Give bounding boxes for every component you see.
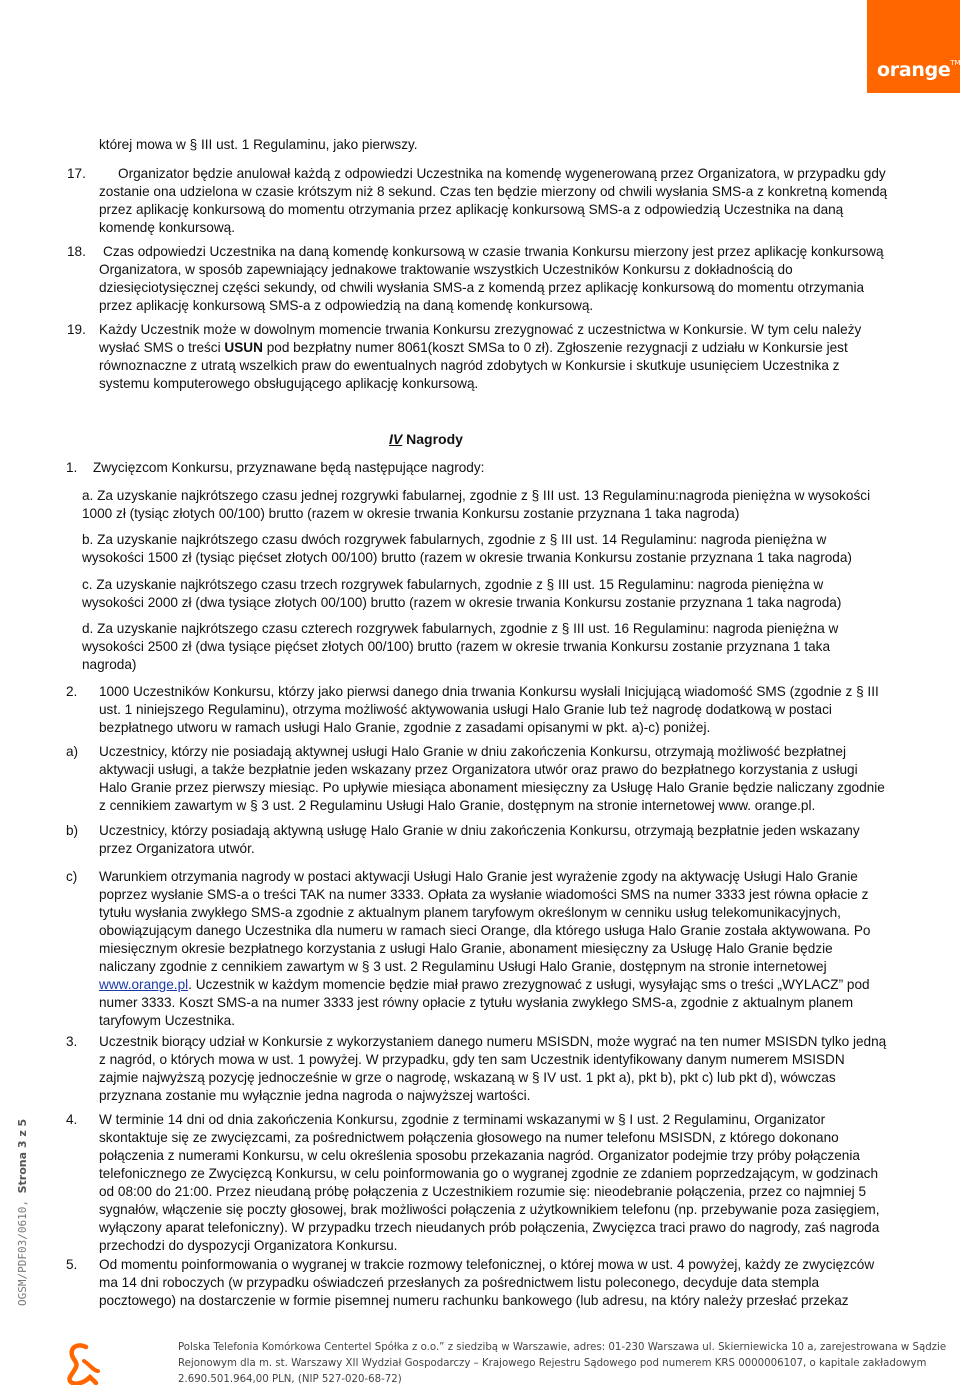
item-number: 17. (67, 166, 86, 181)
intro-line: której mowa w § III ust. 1 Regulaminu, jako pierwszy. (99, 137, 418, 152)
item-number: a) (66, 744, 79, 759)
page-number: Strona 3 z 5 (16, 1118, 29, 1194)
paragraph-19: Każdy Uczestnik może w dowolnym momencie trwania Konkursu zrezygnować z uczestnictwa w Konkursie. W tym celu należy wysłać SMS o treści USUN pod bezpłatny numer 8061(koszt SMSa to 0 zł). Zgłoszenie rezygnacji z udziału w Konkursie jest równoznaczne z utratą wszelkich praw do ewentualnych nagród zdobytych w Konkursie i skutkuje usunięciem Uczestnika z systemu komputerowego obsługującego aplikację konkursową. (99, 322, 862, 391)
prize-d: d. Za uzyskanie najkrótszego czasu czterech rozgrywek fabularnych, zgodnie z § III ust. 16 Regulaminu: nagroda pieniężna w wysokości 2500 zł (dwa tysiące pięćset złotych 00/100) brutto (razem w okresie trwania Konkursu zostanie przyznana 1 taka nagroda) (82, 621, 839, 672)
item-number: 4. (66, 1112, 78, 1127)
item-number: b) (66, 823, 79, 838)
item-number: 18. (67, 244, 86, 259)
item-number: c) (66, 869, 78, 884)
company-footer: Polska Telefonia Komórkowa Centertel Spółka z o.o.” z siedzibą w Warszawie, adres: 01-230 Warszawa ul. Skierniewicka 10 a, zarejestrowana w Sądzie Rejonowym dla m. st. Warszawy XII Wydział Gospodarczy – Krajowego Rejestru Sądowego pod numerem KRS 0000006107, o kapitale zakładowym 2.690.501.964,00 PLN, (NIP 527-020-68-72) (178, 1342, 947, 1385)
orange-logo (867, 0, 960, 93)
logo-text: orange™ (877, 59, 960, 81)
usun-keyword: USUN (224, 340, 263, 355)
section-heading: IV Nagrody (389, 431, 463, 447)
item-number: 5. (66, 1257, 78, 1272)
paragraph-a: Uczestnicy, którzy nie posiadają aktywnej usługi Halo Granie w dniu zakończenia Konkursu, otrzymają możliwość bezpłatnej aktywacji usługi, a także bezpłatnie jeden wskazany przez Organizatora utwór oraz prawo do bezpłatnego korzystania z usługi Halo Granie przez pierwszy miesiąc. Po upływie miesiąca abonament miesięczny za Usługę Halo Granie będzie naliczany zgodnie z cennikiem zawartym w § 3 ust. 2 Regulaminu Usługi Halo Granie, dostępnym na stronie internetowej www. orange.pl. (99, 744, 885, 813)
prize-a: a. Za uzyskanie najkrótszego czasu jednej rozgrywki fabularnej, zgodnie z § III ust. 13 Regulaminu:nagroda pieniężna w wysokości 1000 zł (tysiąc złotych 00/100) brutto (razem w okresie trwania Konkursu zostanie przyznana 1 taka nagroda) (82, 488, 871, 521)
item-number: 3. (66, 1034, 78, 1049)
orange-website-link[interactable]: www.orange.pl (99, 977, 189, 992)
paragraph-3: Uczestnik biorący udział w Konkursie z wykorzystaniem danego numeru MSISDN, może wygrać na ten numer MSISDN tylko jedną z nagród, o których mowa w ust. 1 powyżej. W przypadku, gdy ten sam Uczestnik identyfikowany danym numerem MSISDN zajmie najwyższą pozycję jednocześnie w grze o nagrodę, wskazaną w § IV ust. 1 pkt a), pkt b), pkt c) lub pkt d), wówczas przyznana zostanie mu wyłącznie jedna nagroda o najwyższej wartości. (99, 1034, 887, 1103)
side-document-code: OGSM/PDF03/0610, Strona 3 z 5 (16, 1118, 29, 1306)
item-number: 1. (66, 460, 78, 475)
paragraph-4: W terminie 14 dni od dnia zakończenia Konkursu, zgodnie z terminami wskazanymi w § I ust. 2 Regulaminu, Organizator skontaktuje się ze zwycięzcami, za pośrednictwem połączenia głosowego na numer telefonu MSISDN, z którego dokonano połączenia z numerami Konkursu, w celu określenia sposobu przekazania nagród. Organizator podejmie trzy próby połączenia telefonicznego ze Zwycięzcą Konkursu, w celu poinformowania go o wygranej zgodnie ze zdaniem poprzedzającym, w godzinach od 08:00 do 21:00. Przez nieudaną próbę połączenia z Uczestnikiem rozumie się: nieodebranie połączenia, przez co najmniej 5 sygnałów, włączenie się poczty głosowej, brak możliwości połączenia z użytkownikiem telefonu (np. przebywanie poza zasięgiem, wyłączony aparat telefoniczny). W przypadku trzech nieudanych prób połączenia, Zwycięzca traci prawo do nagrody, zaś nagroda przechodzi do dyspozycji Organizatora Konkursu. (99, 1112, 880, 1253)
paragraph-c: Warunkiem otrzymania nagrody w postaci aktywacji Usługi Halo Granie jest wyrażenie zgody na aktywację Usługi Halo Granie poprzez wysłanie SMS-a o treści TAK na numer 3333. Opłata za wysłanie wiadomości SMS na numer 3333 jest równa opłacie z tytułu wysłania zwykłego SMS-a zgodnie z aktualnym planem taryfowym określonym w cenniku usług telekomunikacyjnych, obowiązującym danego Uczestnika dla numeru w ramach sieci Orange, dla którego usługa Halo Granie została aktywowana. Po miesięcznym okresie bezpłatnego korzystania z usługi Halo Granie, abonament miesięczny za Usługę Halo Granie będzie naliczany zgodnie z cennikiem zawartym w § 3 ust. 2 Regulaminu Usługi Halo Granie, dostępnym na stronie internetowej www.orange.pl. Uczestnik w każdym momencie będzie miał prawo zrezygnować z usługi, wysyłając sms o treści „WYLACZ” pod numer 3333. Koszt SMS-a na numer 3333 jest równy opłacie z tytułu wysłania zwykłego SMS-a, zgodnie z aktualnym planem taryfowym Uczestnika. (99, 869, 871, 1028)
item-number: 19. (67, 322, 86, 337)
prize-b: b. Za uzyskanie najkrótszego czasu dwóch rozgrywek fabularnych, zgodnie z § III ust. 14 Regulaminu: nagroda pieniężna w wysokości 1500 zł (tysiąc pięćset złotych 00/100) brutto (razem w okresie trwania Konkursu zostanie przyznana 1 taka nagroda) (82, 532, 852, 565)
paragraph-b: Uczestnicy, którzy posiadają aktywną usługę Halo Granie w dniu zakończenia Konkursu, otrzymają bezpłatnie jeden wskazany przez Organizatora utwór. (99, 823, 860, 856)
prizes-intro: Zwycięzcom Konkursu, przyznawane będą następujące nagrody: (93, 460, 485, 475)
paragraph-17: Organizator będzie anulował każdą z odpowiedzi Uczestnika na komendę wygenerowaną przez Organizatora, w przypadku gdy zostanie ona udzielona w czasie krótszym niż 8 sekund. Czas ten będzie mierzony od chwili wysłania SMS-a z konkretną komendą przez aplikację konkursową do momentu otrzymania przez aplikację konkursową SMS-a z odpowiedzią Uczestnika na daną komendę konkursową. (99, 166, 888, 235)
paragraph-18: Czas odpowiedzi Uczestnika na daną komendę konkursową w czasie trwania Konkursu mierzony jest przez aplikację konkursową Organizatora, w sposób zapewniający jednakowe traktowanie wszystkich Uczestników Konkursu z dokładnością do dziesięciotysięcznej części sekundy, od chwili wysłania SMS-a z komendą przez aplikację konkursową do momentu otrzymania przez aplikację konkursową SMS-a z odpowiedzią na daną komendę konkursową. (99, 244, 884, 313)
ampersand-logo-icon (62, 1341, 102, 1385)
paragraph-2: 1000 Uczestników Konkursu, którzy jako pierwsi danego dnia trwania Konkursu wysłali Inicjującą wiadomość SMS (zgodnie z § III ust. 1 niniejszego Regulaminu), otrzyma możliwość aktywowania usługi Halo Granie lub też nagrodę dodatkową w postaci bezpłatnego utworu w ramach usługi Halo Granie, zgodnie z zasadami opisanymi w pkt. a)-c) poniżej. (99, 684, 879, 735)
item-number: 2. (66, 684, 78, 699)
prize-c: c. Za uzyskanie najkrótszego czasu trzech rozgrywek fabularnych, zgodnie z § III ust. 15 Regulaminu: nagroda pieniężna w wysokości 2000 zł (dwa tysiące złotych 00/100) brutto (razem w okresie trwania Konkursu zostanie przyznana 1 taka nagroda) (82, 577, 842, 610)
paragraph-5: Od momentu poinformowania o wygranej w trakcie rozmowy telefonicznej, o której mowa w ust. 4 powyżej, każdy ze zwycięzców ma 14 dni roboczych (w przypadku oświadczeń przesłanych za pośrednictwem listu poleconego, decyduje data stempla pocztowego) na dostarczenie w formie pisemnej numeru rachunku bankowego (lub adresu, na który należy przesłać przekaz (99, 1257, 875, 1308)
